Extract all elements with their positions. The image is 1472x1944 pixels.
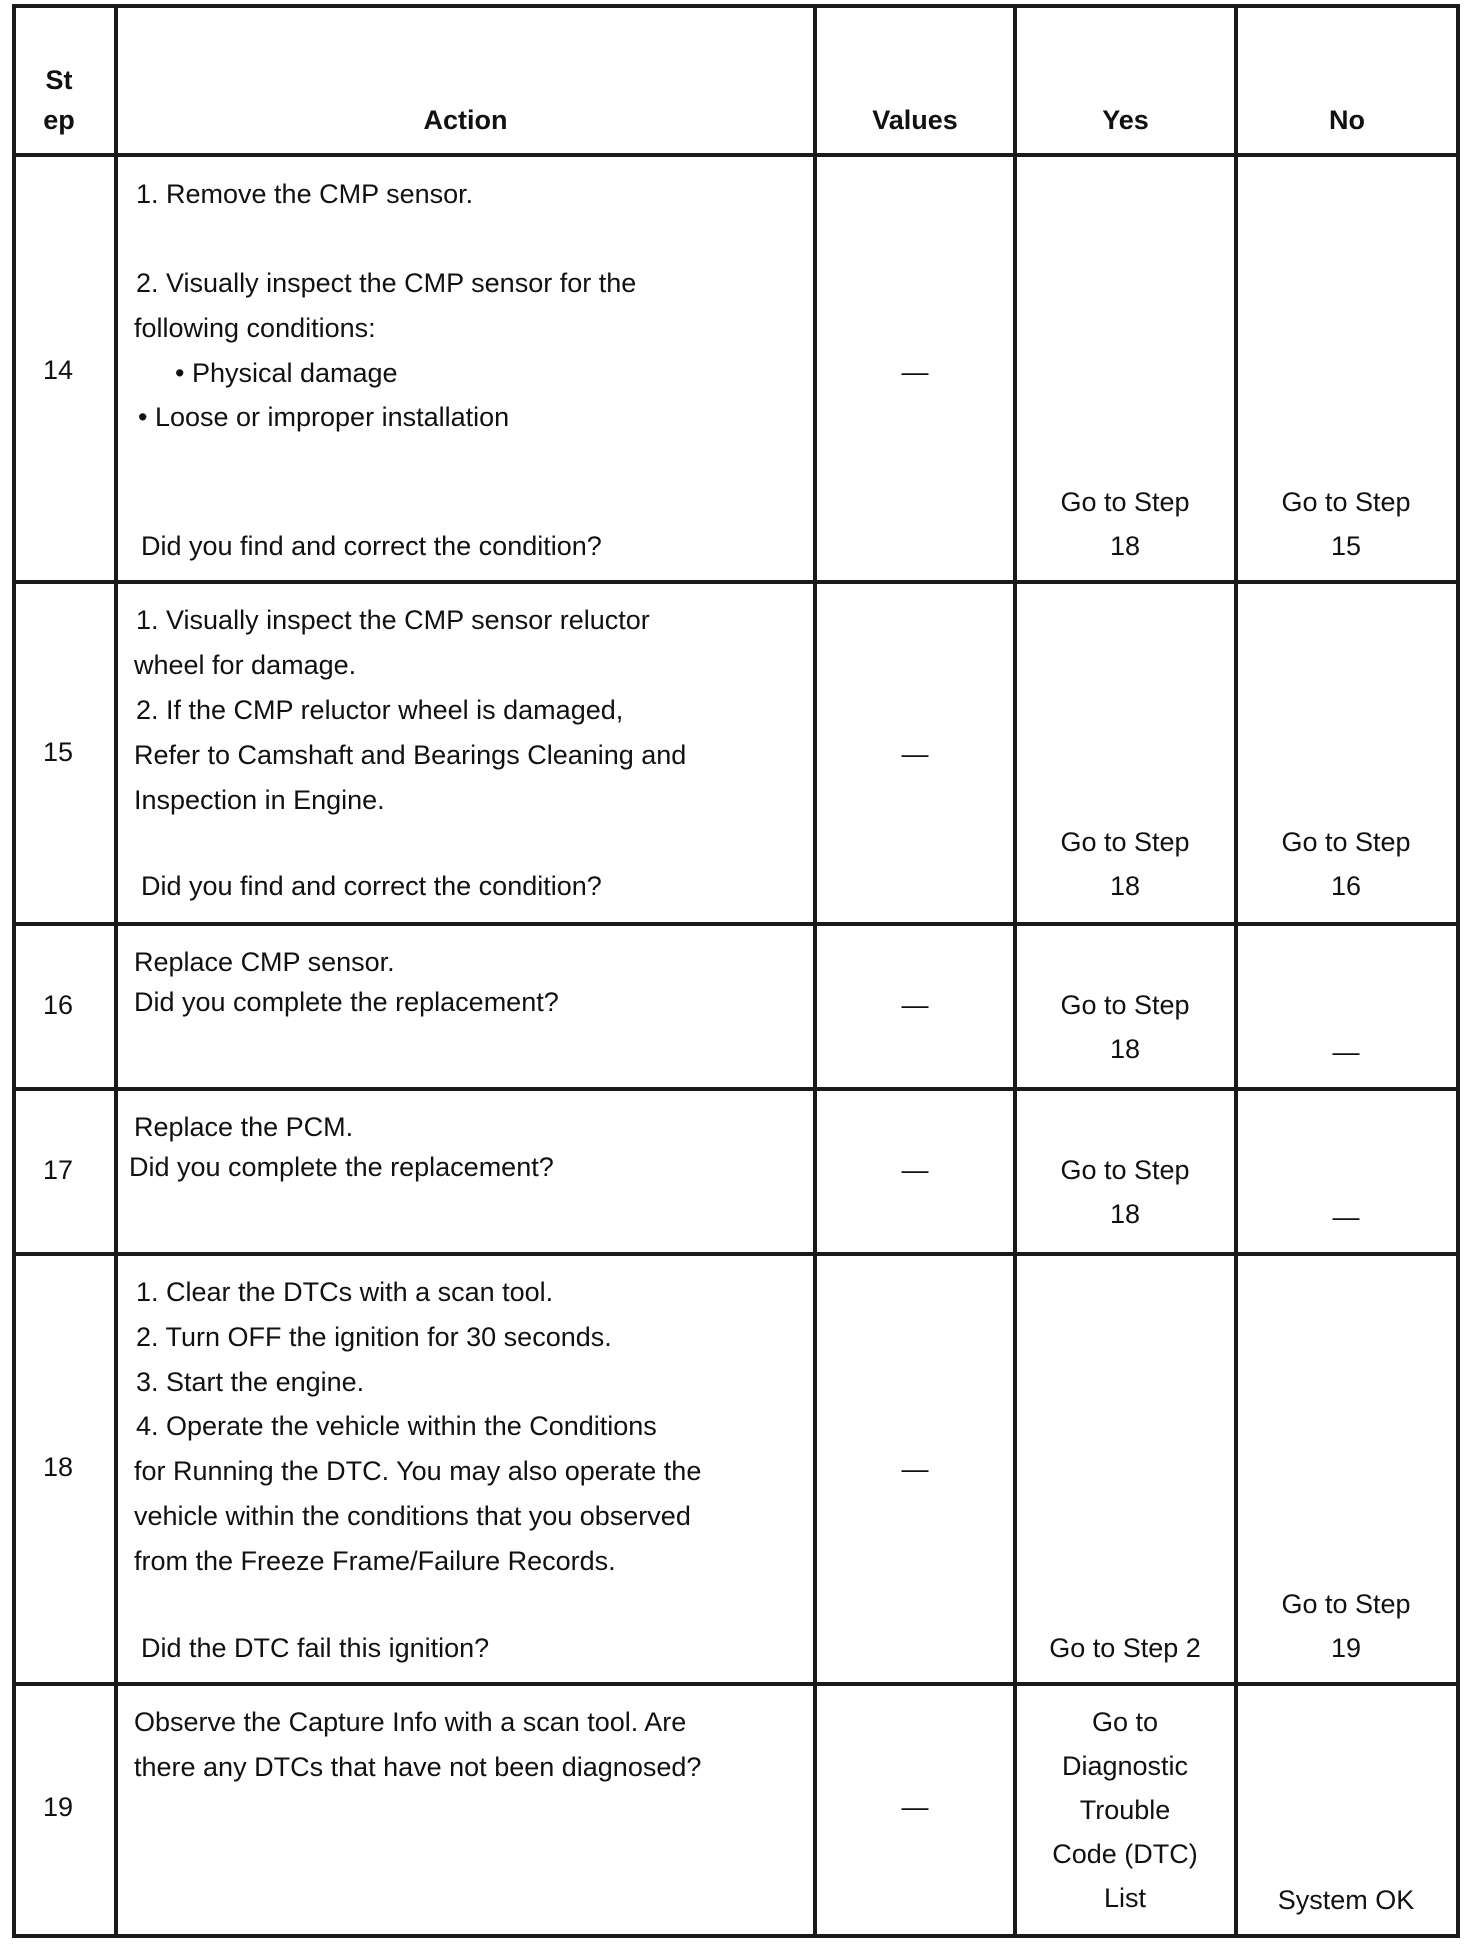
action-line: 2. If the CMP reluctor wheel is damaged, — [136, 695, 624, 725]
table-border-top — [12, 4, 1460, 8]
yes-cell: Go to Step 2 — [1049, 1633, 1201, 1663]
header-step-line1: St — [45, 65, 73, 95]
no-cell — [1236, 480, 1456, 568]
action-question: Did the DTC fail this ignition? — [141, 1633, 490, 1663]
yes-cell — [1015, 1148, 1235, 1236]
header-no: No — [1329, 105, 1365, 135]
table-border-left — [12, 4, 16, 1938]
header-action: Action — [423, 105, 508, 135]
no-cell: — — [1332, 1202, 1360, 1232]
no-cell — [1236, 1582, 1456, 1670]
yes-line: Code (DTC) — [1052, 1839, 1198, 1869]
step-number: 16 — [42, 990, 74, 1020]
table-border-right — [1456, 4, 1460, 1938]
action-line: 4. Operate the vehicle within the Conditions — [136, 1411, 657, 1441]
action-line: Observe the Capture Info with a scan tool. Are — [134, 1707, 687, 1737]
row-divider-16 — [12, 1087, 1460, 1091]
yes-line: Go to Step — [1060, 1155, 1190, 1185]
action-line: 3. Start the engine. — [136, 1367, 365, 1397]
no-cell: System OK — [1277, 1885, 1415, 1915]
no-line: Go to Step — [1281, 487, 1411, 517]
action-line: Inspection in Engine. — [134, 785, 385, 815]
yes-cell — [1015, 983, 1235, 1071]
action-line: 1. Remove the CMP sensor. — [136, 179, 474, 209]
header-step-line2: ep — [43, 105, 75, 135]
step-number: 19 — [42, 1792, 74, 1822]
action-line: Refer to Camshaft and Bearings Cleaning and — [134, 740, 687, 770]
step-number: 18 — [42, 1452, 74, 1482]
action-line: Replace CMP sensor. — [134, 947, 395, 977]
values-cell: — — [901, 739, 929, 769]
action-line: 2. Visually inspect the CMP sensor for the — [136, 268, 637, 298]
row-divider-17 — [12, 1252, 1460, 1256]
action-line: Did you complete the replacement? — [134, 987, 559, 1017]
action-line: 1. Clear the DTCs with a scan tool. — [136, 1277, 554, 1307]
values-cell: — — [901, 990, 929, 1020]
step-number: 15 — [42, 737, 74, 767]
action-line: 2. Turn OFF the ignition for 30 seconds. — [136, 1322, 612, 1352]
row-divider-header — [12, 153, 1460, 157]
values-cell: — — [901, 1792, 929, 1822]
row-divider-18 — [12, 1682, 1460, 1686]
yes-line: Go to — [1091, 1707, 1159, 1737]
yes-line: List — [1103, 1883, 1147, 1913]
no-line: 15 — [1330, 531, 1362, 561]
yes-line: Trouble — [1079, 1795, 1171, 1825]
values-cell: — — [901, 357, 929, 387]
no-line: Go to Step — [1281, 827, 1411, 857]
yes-line: Go to Step — [1060, 990, 1190, 1020]
action-line: following conditions: — [134, 313, 376, 343]
action-line: • Loose or improper installation — [138, 402, 510, 432]
yes-cell — [1015, 820, 1235, 908]
step-number: 17 — [42, 1155, 74, 1185]
yes-line: 18 — [1109, 531, 1141, 561]
step-number: 14 — [42, 355, 74, 385]
action-line: there any DTCs that have not been diagnosed? — [134, 1752, 702, 1782]
action-line: from the Freeze Frame/Failure Records. — [134, 1546, 616, 1576]
table-border-bottom — [12, 1934, 1460, 1938]
header-values: Values — [872, 105, 958, 135]
no-line: 19 — [1330, 1633, 1362, 1663]
yes-line: 18 — [1109, 871, 1141, 901]
header-yes: Yes — [1102, 105, 1149, 135]
yes-cell — [1015, 1700, 1235, 1920]
values-cell: — — [901, 1454, 929, 1484]
action-line: 1. Visually inspect the CMP sensor reluctor — [136, 605, 650, 635]
action-line: for Running the DTC. You may also operate the — [134, 1456, 702, 1486]
row-divider-15 — [12, 922, 1460, 926]
yes-line: Diagnostic — [1061, 1751, 1189, 1781]
values-cell: — — [901, 1155, 929, 1185]
action-line: • Physical damage — [175, 358, 398, 388]
yes-line: Go to Step — [1060, 827, 1190, 857]
row-divider-14 — [12, 580, 1460, 584]
action-line: wheel for damage. — [134, 650, 357, 680]
action-line: vehicle within the conditions that you observed — [134, 1501, 691, 1531]
yes-line: 18 — [1109, 1034, 1141, 1064]
yes-line: 18 — [1109, 1199, 1141, 1229]
no-line: Go to Step — [1281, 1589, 1411, 1619]
header-step — [16, 60, 102, 140]
no-cell: — — [1332, 1037, 1360, 1067]
column-divider-action — [813, 4, 817, 1938]
yes-line: Go to Step — [1060, 487, 1190, 517]
action-question: Did you find and correct the condition? — [141, 531, 602, 561]
yes-cell — [1015, 480, 1235, 568]
no-line: 16 — [1330, 871, 1362, 901]
action-question: Did you find and correct the condition? — [141, 871, 602, 901]
no-cell — [1236, 820, 1456, 908]
action-line: Did you complete the replacement? — [129, 1152, 554, 1182]
action-line: Replace the PCM. — [134, 1112, 354, 1142]
column-divider-step — [114, 4, 118, 1938]
